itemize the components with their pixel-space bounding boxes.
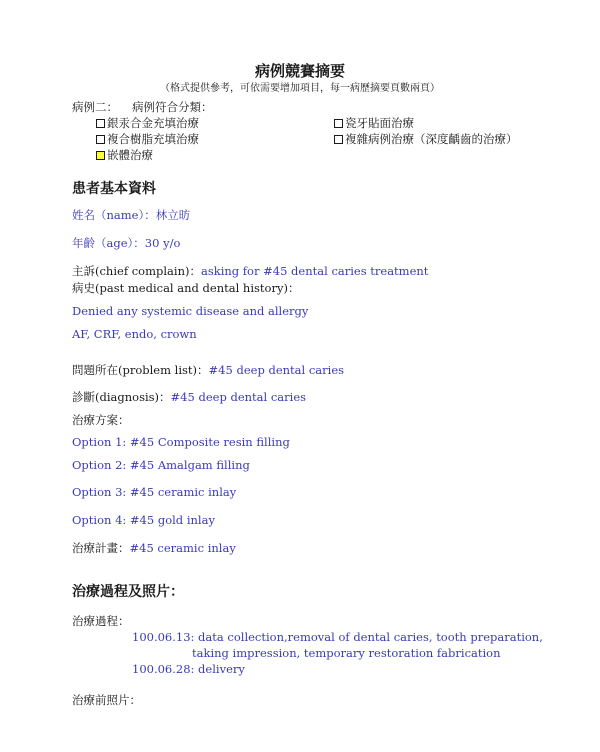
- checkbox-icon: [334, 119, 343, 128]
- case-label: 病例二：: [72, 100, 118, 114]
- checkbox-option-composite: 複合樹脂充填治療: [96, 131, 199, 147]
- process-line-1: 100.06.13: data collection,removal of dental caries, tooth preparation,: [132, 630, 543, 644]
- plan-option-2: Option 2: #45 Amalgam filling: [72, 458, 250, 472]
- format-note: （格式提供參考，可依需要增加項目，每一病歷摘要頁數兩頁）: [160, 83, 440, 94]
- checkbox-highlighted-icon: [96, 151, 105, 160]
- treatment-plan: 治療計畫：#45 ceramic inlay: [72, 541, 236, 555]
- diagnosis: 診斷(diagnosis)：#45 deep dental caries: [72, 390, 307, 404]
- page-title: 病例競賽摘要: [254, 62, 345, 80]
- checkbox-icon: [96, 119, 105, 128]
- plan-option-4: Option 4: #45 gold inlay: [72, 513, 215, 527]
- checkbox-icon: [334, 135, 343, 144]
- history-label: 病史(past medical and dental history)：: [72, 281, 300, 295]
- patient-info-heading: 患者基本資料: [72, 181, 156, 197]
- plan-option-1: Option 1: #45 Composite resin filling: [72, 435, 290, 449]
- checkbox-option-inlay: 嵌體治療: [96, 147, 153, 163]
- process-heading: 治療過程及照片：: [72, 584, 184, 600]
- category-label: 病例符合分類：: [132, 100, 213, 114]
- process-label: 治療過程：: [72, 614, 130, 628]
- pre-treatment-photo-label: 治療前照片：: [72, 693, 141, 707]
- history-line-1: Denied any systemic disease and allergy: [72, 304, 309, 318]
- checkbox-option-veneer: 瓷牙貼面治療: [334, 115, 414, 131]
- plan-option-3: Option 3: #45 ceramic inlay: [72, 485, 237, 499]
- process-line-2: taking impression, temporary restoration fabrication: [192, 646, 501, 660]
- checkbox-icon: [96, 135, 105, 144]
- process-line-3: 100.06.28: delivery: [132, 662, 245, 676]
- patient-age: 年齡（age）：30 y/o: [72, 236, 181, 250]
- chief-complaint: 主訴(chief complain)：asking for #45 dental caries treatment: [72, 264, 429, 278]
- history-line-2: AF, CRF, endo, crown: [72, 327, 197, 341]
- plan-options-label: 治療方案：: [72, 413, 130, 427]
- checkbox-option-complex: 複雜病例治療（深度齲齒的治療）: [334, 131, 518, 147]
- problem-list: 問題所在(problem list)：#45 deep dental caries: [72, 363, 345, 377]
- patient-name: 姓名（name）：林立昉: [72, 208, 191, 222]
- checkbox-option-amalgam: 銀汞合金充填治療: [96, 115, 199, 131]
